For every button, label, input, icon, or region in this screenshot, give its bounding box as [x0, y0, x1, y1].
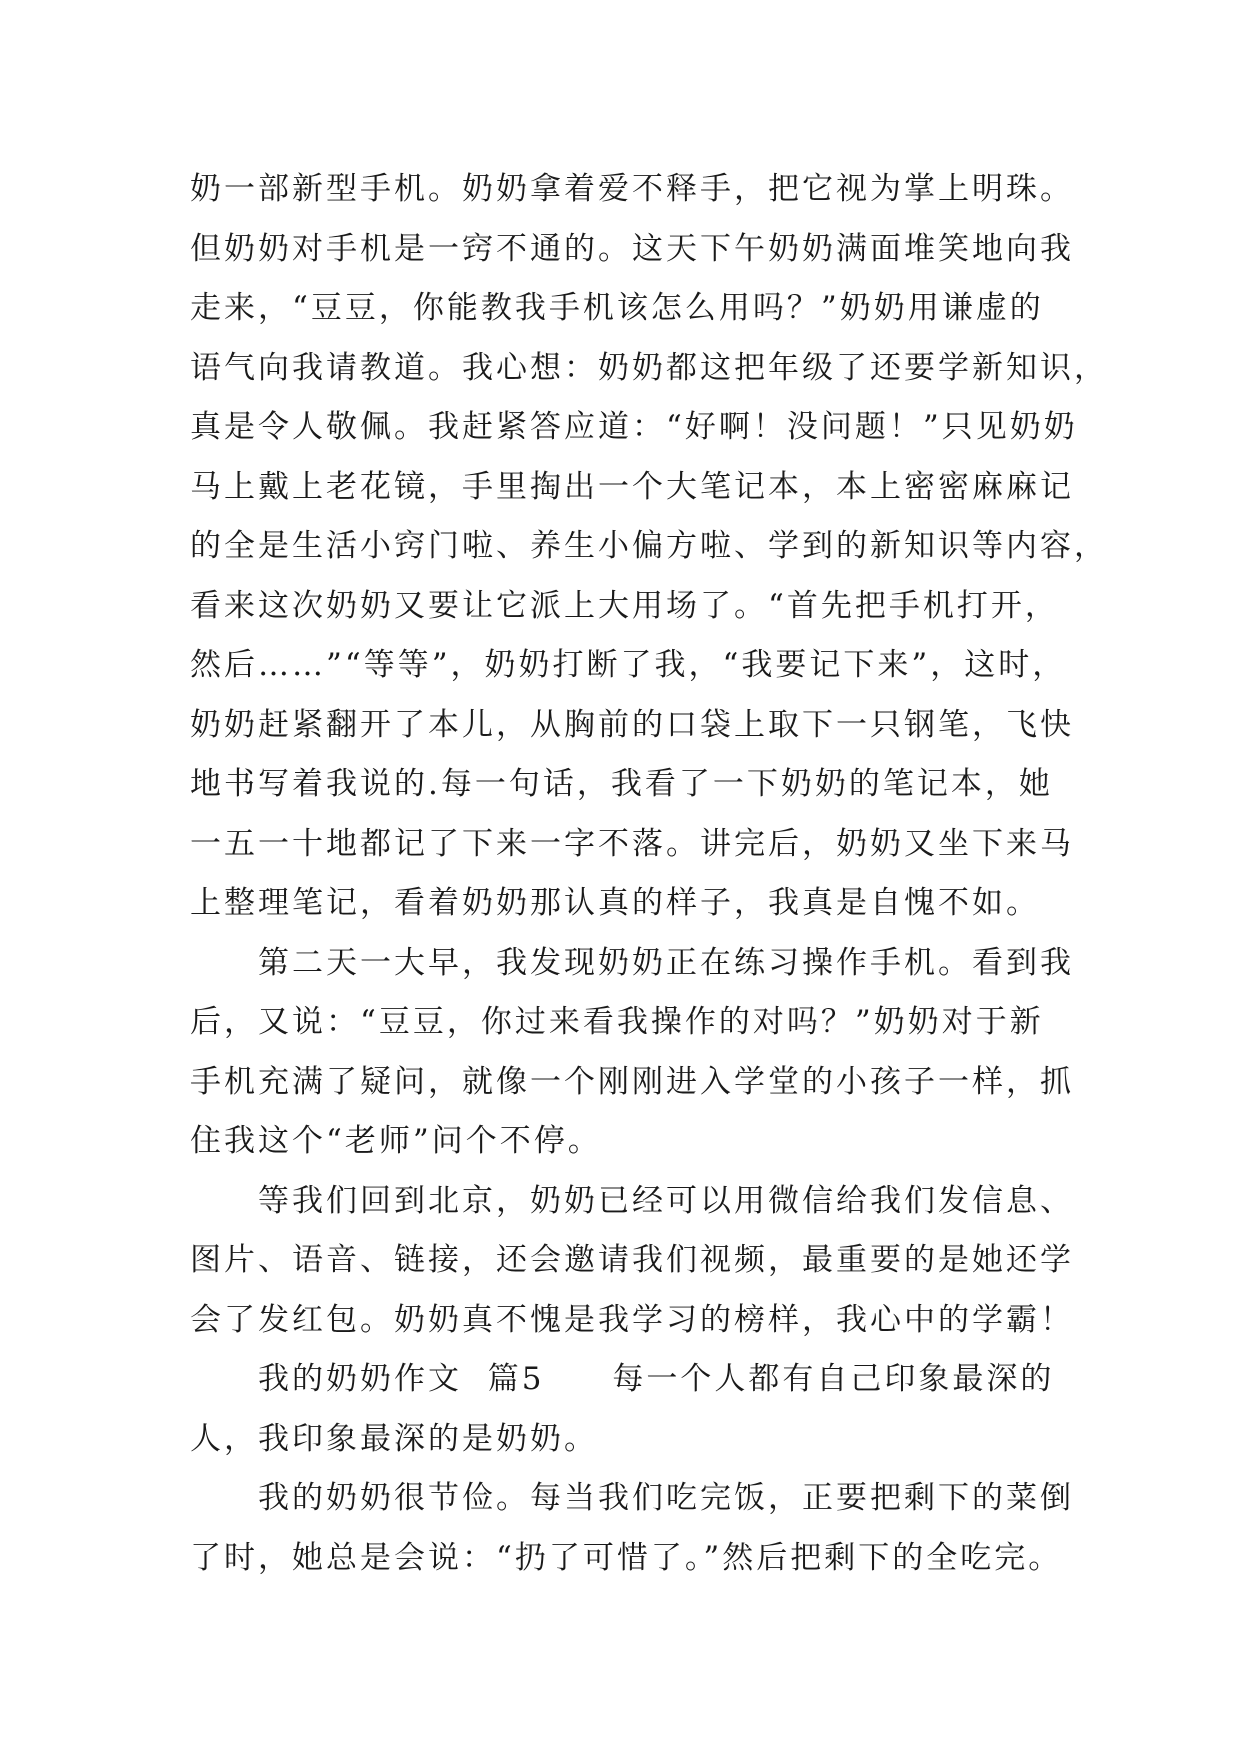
text-line: 但奶奶对手机是一窍不通的。这天下午奶奶满面堆笑地向我	[190, 230, 1074, 267]
text-line: 会了发红包。奶奶真不愧是我学习的榜样，我心中的学霸！	[190, 1301, 1074, 1338]
text-line: 一五一十地都记了下来一字不落。讲完后，奶奶又坐下来马	[190, 825, 1074, 862]
text-line: 走来，“豆豆，你能教我手机该怎么用吗？”奶奶用谦虚的	[190, 290, 1044, 326]
text-line: 图片、语音、链接，还会邀请我们视频，最重要的是她还学	[190, 1242, 1074, 1278]
text-line: 我的奶奶很节俭。每当我们吃完饭，正要把剩下的菜倒	[190, 1480, 1074, 1516]
text-line: 语气向我请教道。我心想：奶奶都这把年级了还要学新知识，	[190, 349, 1108, 386]
text-line: 等我们回到北京，奶奶已经可以用微信给我们发信息、	[190, 1182, 1074, 1219]
text-line: 了时，她总是会说：“扔了可惜了。”然后把剩下的全吃完。	[190, 1539, 1063, 1576]
text-line: 人，我印象最深的是奶奶。	[190, 1420, 598, 1457]
text-line: 奶奶赶紧翻开了本儿，从胸前的口袋上取下一只钢笔，飞快	[190, 706, 1074, 743]
text-line: 马上戴上老花镜，手里掏出一个大笔记本，本上密密麻麻记	[190, 468, 1074, 505]
text-line: 上整理笔记，看着奶奶那认真的样子，我真是自愧不如。	[190, 885, 1040, 921]
text-line: 奶一部新型手机。奶奶拿着爱不释手，把它视为掌上明珠。	[190, 171, 1074, 207]
text-line: 然后……”“等等”，奶奶打断了我，“我要记下来”，这时，	[190, 647, 1067, 683]
text-line: 真是令人敬佩。我赶紧答应道：“好啊！没问题！”只见奶奶	[190, 409, 1078, 445]
text-line: 地书写着我说的.每一句话，我看了一下奶奶的笔记本，她	[190, 766, 1053, 802]
text-line: 住我这个“老师”问个不停。	[190, 1123, 602, 1159]
text-line: 第二天一大早，我发现奶奶正在练习操作手机。看到我	[190, 944, 1074, 981]
text-line: 看来这次奶奶又要让它派上大用场了。“首先把手机打开，	[190, 587, 1059, 624]
section-heading-line: 我的奶奶作文 篇5 每一个人都有自己印象最深的	[190, 1361, 1055, 1397]
essay-body	[190, 160, 1108, 1588]
text-line: 后，又说：“豆豆，你过来看我操作的对吗？”奶奶对于新	[190, 1004, 1044, 1040]
text-line: 手机充满了疑问，就像一个刚刚进入学堂的小孩子一样，抓	[190, 1063, 1074, 1100]
text-line: 的全是生活小窍门啦、养生小偏方啦、学到的新知识等内容，	[190, 528, 1108, 564]
